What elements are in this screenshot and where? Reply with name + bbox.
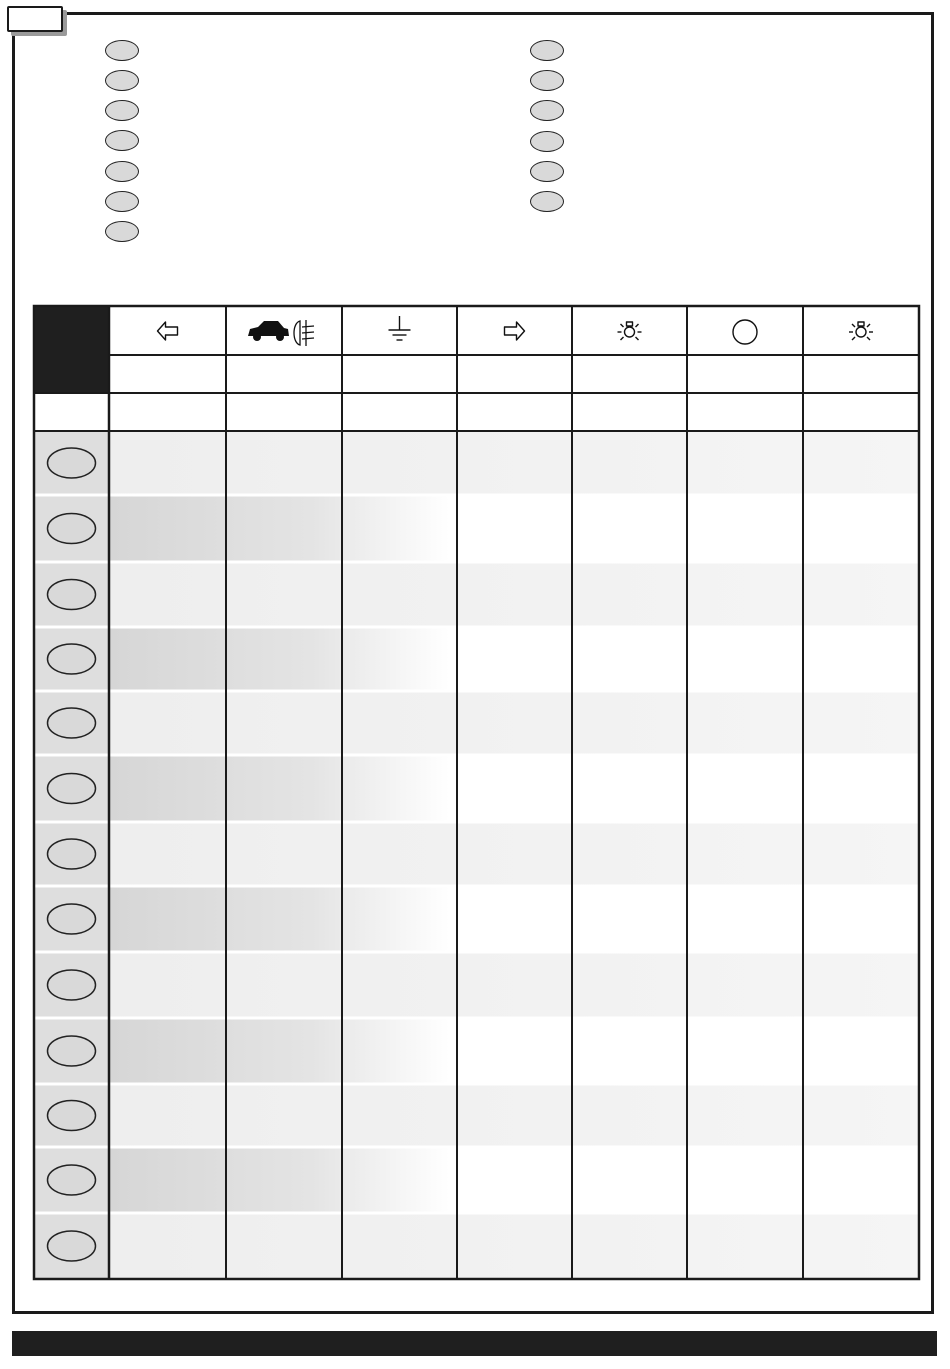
table-row-2: [109, 495, 919, 562]
lamp-icon: [618, 322, 642, 340]
row-marker-2: [48, 514, 96, 544]
ground-icon: [389, 316, 411, 340]
table-row-4: [109, 627, 919, 691]
car-fog-light-icon: [248, 320, 314, 346]
table-row-3: [109, 562, 919, 627]
header-corner-block: [34, 306, 109, 393]
table-row-8: [109, 886, 919, 952]
table-row-5: [109, 691, 919, 755]
row-marker-11: [48, 1101, 96, 1131]
row-marker-13: [48, 1231, 96, 1261]
table-row-1: [109, 431, 919, 495]
table-row-12: [109, 1147, 919, 1213]
row-marker-12: [48, 1165, 96, 1195]
row-marker-8: [48, 904, 96, 934]
lamp-icon: [849, 322, 873, 340]
circle-icon: [733, 320, 757, 344]
table-row-6: [109, 755, 919, 822]
right-arrow-icon: [505, 322, 525, 340]
table-row-13: [109, 1213, 919, 1279]
table-row-10: [109, 1018, 919, 1084]
table-row-11: [109, 1084, 919, 1147]
table-row-7: [109, 822, 919, 886]
row-marker-5: [48, 708, 96, 738]
row-marker-6: [48, 774, 96, 804]
row-marker-10: [48, 1036, 96, 1066]
row-marker-4: [48, 644, 96, 674]
row-marker-9: [48, 970, 96, 1000]
table-row-9: [109, 952, 919, 1018]
row-marker-3: [48, 580, 96, 610]
row-marker-1: [48, 448, 96, 478]
row-marker-7: [48, 839, 96, 869]
footer-bar: [12, 1331, 937, 1356]
left-arrow-icon: [158, 322, 178, 340]
